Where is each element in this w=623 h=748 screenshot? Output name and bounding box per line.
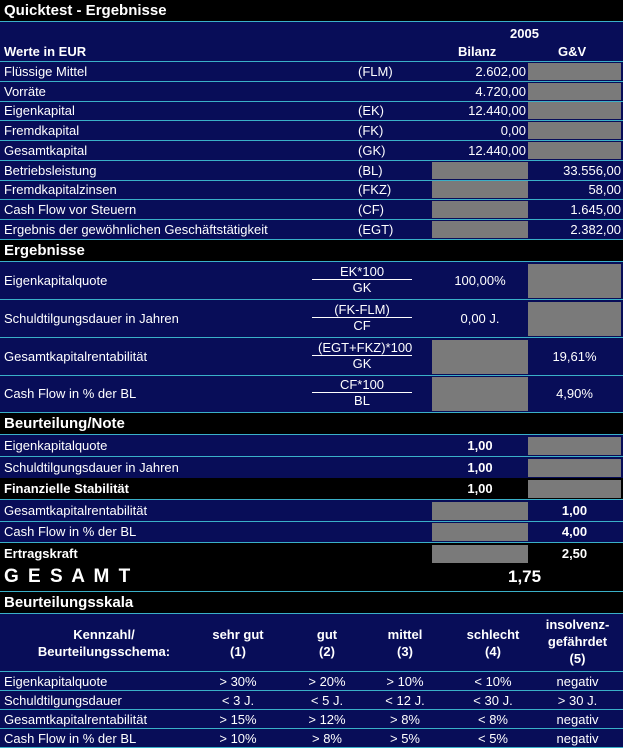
scale-row-label: Schuldtilgungsdauer — [4, 693, 122, 708]
values-header: Werte in EUR — [4, 44, 87, 59]
result-guv-gray — [528, 264, 621, 298]
title-bar — [0, 0, 623, 22]
scale-grade-line: mittel — [387, 627, 423, 642]
grading-row — [0, 500, 623, 522]
input-label: Betriebsleistung — [4, 162, 97, 178]
scale-grade-line: (1) — [230, 644, 246, 659]
scale-grade-line: insolvenz- — [545, 617, 610, 632]
scale-cell: > 30 J. — [557, 693, 598, 708]
result-formula — [312, 264, 412, 296]
input-abbr: (FK) — [358, 123, 384, 139]
results-section-header — [0, 240, 623, 262]
formula-denominator: CF — [353, 317, 371, 333]
scale-section-header — [0, 592, 623, 614]
scale-cell: > 12% — [308, 712, 346, 727]
grading-label: Finanzielle Stabilität — [4, 481, 129, 496]
grading-row — [0, 478, 623, 500]
input-abbr: (GK) — [358, 142, 386, 158]
result-guv-value: 19,61% — [552, 348, 597, 364]
grading-row — [0, 457, 623, 479]
grading-bilanz-gray — [432, 545, 528, 563]
guv-value: 33.556,00 — [563, 162, 621, 178]
grading-bilanz-value: 1,00 — [467, 481, 493, 496]
formula-denominator: GK — [352, 280, 372, 295]
scale-grade-line: sehr gut — [212, 627, 264, 642]
guv-gray-cell — [528, 63, 621, 80]
scale-row — [0, 710, 623, 729]
scale-cell: < 30 J. — [473, 693, 513, 708]
grading-row — [0, 435, 623, 457]
scale-row-label: Gesamtkapitalrentabilität — [4, 712, 148, 727]
scale-row-label: Cash Flow in % der BL — [4, 731, 137, 746]
result-row — [0, 375, 623, 413]
result-bilanz-value: 100,00% — [454, 273, 506, 288]
grading-header: Beurteilung/Note — [4, 415, 125, 432]
input-label: Ergebnis der gewöhnlichen Geschäftstätigkeit — [4, 221, 268, 237]
input-row — [0, 180, 623, 200]
guv-value: 2.382,00 — [570, 221, 621, 237]
input-label: Cash Flow vor Steuern — [4, 201, 137, 217]
input-row — [0, 82, 623, 102]
scale-header: Beurteilungsskala — [4, 594, 134, 611]
total-label: G E S A M T — [4, 566, 133, 587]
total-value: 1,75 — [508, 567, 542, 586]
scale-name-line: Beurteilungsschema: — [37, 644, 171, 659]
grading-guv-gray — [528, 437, 621, 455]
scale-cell: > 15% — [219, 712, 257, 727]
scale-grade-line: gefährdet — [547, 634, 608, 649]
result-formula — [312, 377, 412, 409]
scale-row — [0, 691, 623, 710]
result-label: Schuldtilgungsdauer in Jahren — [4, 310, 179, 326]
grading-row — [0, 521, 623, 543]
scale-cell: < 12 J. — [385, 693, 425, 708]
formula-numerator: CF*100 — [312, 377, 412, 393]
scale-grade-header — [362, 626, 448, 660]
scale-cell: < 5% — [478, 731, 508, 746]
result-formula — [312, 302, 412, 334]
year-label: 2005 — [510, 26, 539, 41]
result-guv-gray — [528, 302, 621, 336]
scale-cell: < 10% — [474, 674, 512, 689]
input-row — [0, 200, 623, 220]
bilanz-header: Bilanz — [458, 44, 497, 59]
scale-cell: negativ — [556, 731, 599, 746]
scale-grade-line: (5) — [569, 651, 586, 666]
grading-label: Ertragskraft — [4, 545, 78, 561]
input-row — [0, 62, 623, 82]
input-abbr: (BL) — [358, 162, 383, 178]
grading-label: Gesamtkapitalrentabilität — [4, 502, 148, 518]
formula-numerator: EK*100 — [312, 264, 412, 280]
scale-cell: < 5 J. — [310, 693, 344, 708]
grading-section-header — [0, 413, 623, 435]
grading-guv-gray — [528, 480, 621, 498]
guv-value: 1.645,00 — [570, 201, 621, 217]
scale-grade-header — [452, 626, 534, 660]
result-bilanz-gray — [432, 377, 528, 411]
bilanz-value: 12.440,00 — [468, 103, 526, 119]
bilanz-value: 0,00 — [500, 123, 526, 139]
formula-denominator: BL — [354, 393, 370, 409]
scale-cell: > 10% — [219, 731, 257, 746]
input-row — [0, 161, 623, 181]
page-title: Quicktest - Ergebnisse — [4, 2, 167, 19]
bilanz-value: 12.440,00 — [468, 142, 526, 158]
result-bilanz-value: 0,00 J. — [460, 310, 500, 326]
scale-cell: > 8% — [390, 712, 420, 727]
input-row — [0, 121, 623, 141]
scale-row-label: Eigenkapitalquote — [4, 674, 108, 689]
input-label: Fremdkapital — [4, 123, 80, 139]
grading-bilanz-value: 1,00 — [467, 459, 493, 475]
input-abbr: (CF) — [358, 201, 384, 217]
grading-guv-value: 1,00 — [561, 502, 588, 518]
scale-grade-line: (2) — [319, 644, 335, 659]
input-label: Vorräte — [4, 83, 46, 99]
scale-cell: > 5% — [390, 731, 420, 746]
scale-row — [0, 672, 623, 691]
scale-cell: > 8% — [312, 731, 342, 746]
input-abbr: (FKZ) — [358, 182, 392, 198]
bilanz-gray-cell — [432, 162, 528, 179]
formula-numerator: (EGT+FKZ)*100 — [312, 340, 412, 356]
bilanz-gray-cell — [432, 221, 528, 238]
scale-column-header — [0, 614, 623, 672]
scale-grade-header — [296, 626, 358, 660]
scale-grade-line: (3) — [397, 644, 413, 659]
input-label: Fremdkapitalzinsen — [4, 182, 117, 198]
guv-header: G&V — [558, 44, 587, 59]
scale-cell: < 8% — [478, 712, 508, 727]
bilanz-gray-cell — [432, 201, 528, 218]
grading-guv-value: 2,50 — [561, 545, 588, 561]
input-label: Eigenkapital — [4, 103, 75, 119]
input-label: Gesamtkapital — [4, 142, 88, 158]
scale-grade-line: gut — [316, 627, 338, 642]
scale-cell: negativ — [556, 712, 599, 727]
scale-grade-header — [186, 626, 290, 660]
guv-value: 58,00 — [588, 182, 621, 198]
grading-label: Eigenkapitalquote — [4, 438, 108, 453]
result-row — [0, 300, 623, 338]
input-row — [0, 101, 623, 121]
grading-row — [0, 543, 623, 565]
column-header — [0, 22, 623, 62]
input-abbr: (EK) — [358, 103, 384, 119]
result-label: Gesamtkapitalrentabilität — [4, 348, 148, 364]
scale-name-line: Kennzahl/ — [73, 627, 135, 642]
scale-cell: negativ — [556, 674, 599, 689]
guv-gray-cell — [528, 102, 621, 119]
bilanz-gray-cell — [432, 181, 528, 198]
grading-label: Cash Flow in % der BL — [4, 524, 137, 539]
scale-grade-line: schlecht — [466, 627, 520, 642]
grading-bilanz-value: 1,00 — [467, 438, 493, 453]
guv-gray-cell — [528, 142, 621, 159]
grading-guv-value: 4,00 — [561, 524, 588, 539]
bilanz-value: 4.720,00 — [475, 83, 526, 99]
formula-numerator: (FK-FLM) — [312, 302, 412, 318]
grading-label: Schuldtilgungsdauer in Jahren — [4, 459, 179, 475]
scale-grade-header — [532, 616, 623, 667]
grading-bilanz-gray — [432, 502, 528, 520]
scale-grade-line: (4) — [485, 644, 501, 659]
formula-denominator: GK — [352, 355, 372, 371]
result-label: Eigenkapitalquote — [4, 273, 108, 288]
grading-guv-gray — [528, 459, 621, 477]
bilanz-value: 2.602,00 — [475, 64, 526, 79]
scale-name-header — [4, 626, 204, 660]
result-bilanz-gray — [432, 340, 528, 374]
guv-gray-cell — [528, 83, 621, 100]
result-guv-value: 4,90% — [556, 386, 593, 402]
scale-cell: > 20% — [308, 674, 346, 689]
input-abbr: (EGT) — [358, 221, 394, 237]
result-formula — [312, 340, 412, 372]
scale-cell: > 10% — [386, 674, 424, 689]
total-row — [0, 564, 623, 592]
scale-cell: > 30% — [219, 674, 257, 689]
input-row — [0, 220, 623, 240]
guv-gray-cell — [528, 122, 621, 139]
result-label: Cash Flow in % der BL — [4, 386, 137, 402]
result-row — [0, 338, 623, 376]
input-abbr: (FLM) — [358, 64, 393, 79]
input-label: Flüssige Mittel — [4, 64, 88, 79]
result-row — [0, 262, 623, 300]
scale-cell: < 3 J. — [221, 693, 255, 708]
grading-bilanz-gray — [432, 523, 528, 541]
results-header: Ergebnisse — [4, 242, 85, 259]
scale-row — [0, 729, 623, 748]
input-row — [0, 141, 623, 161]
